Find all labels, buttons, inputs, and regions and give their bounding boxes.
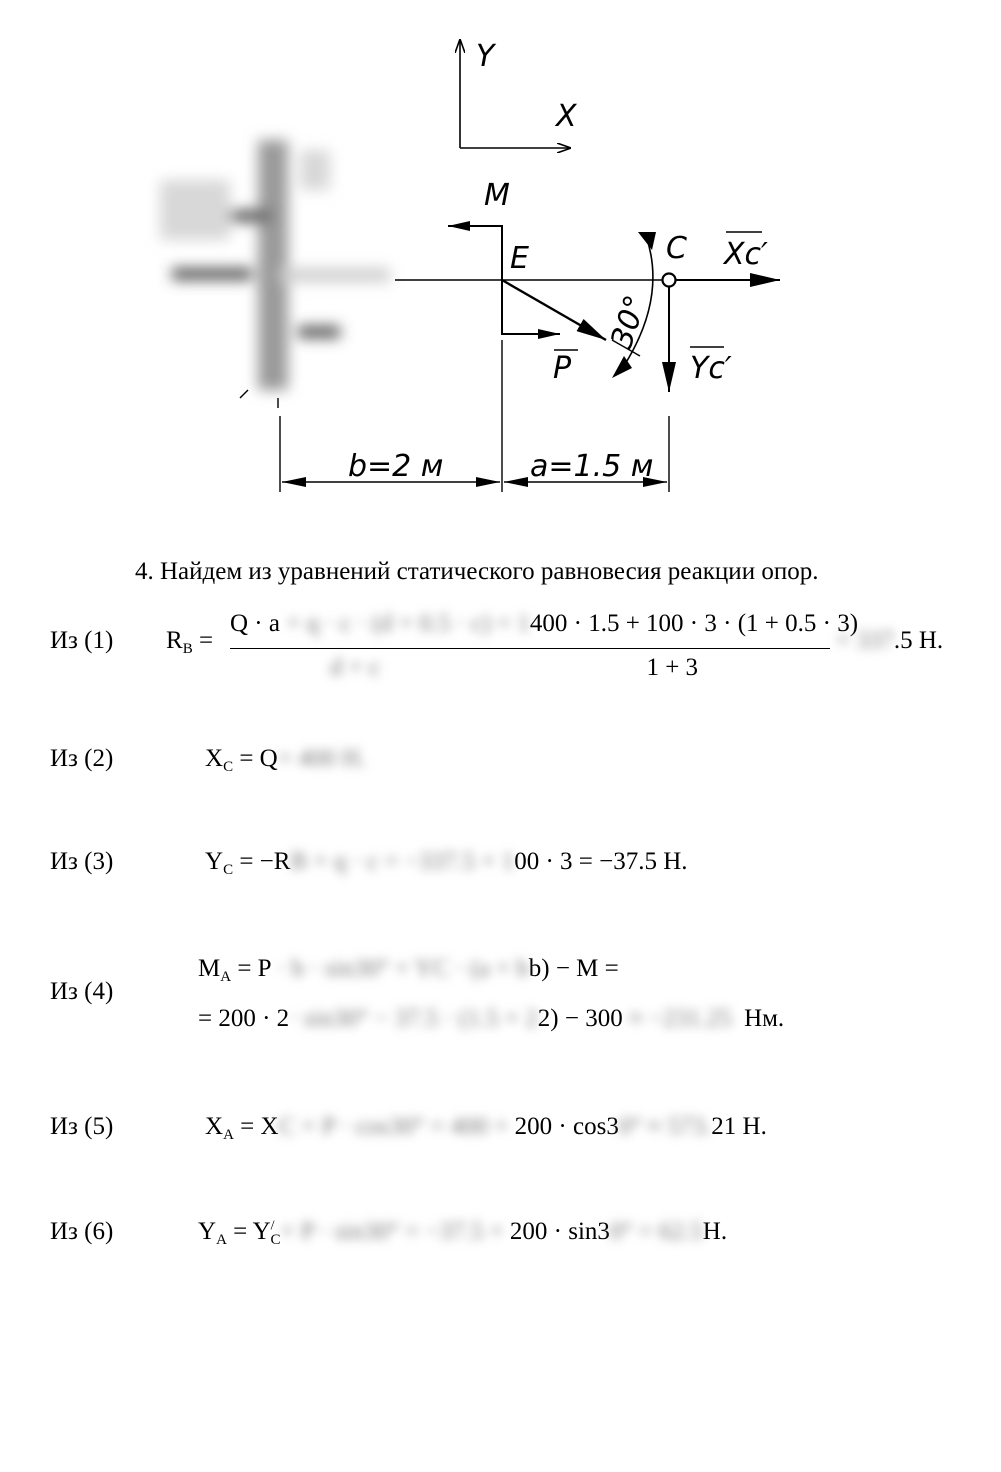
equation-5-label: Из (5) (50, 1113, 114, 1140)
equation-3-body: $Y_C = -RB + q \cdot c = -337.5 + 100 \cdot 3 = -37.5$ Н. (205, 848, 688, 878)
equation-1-result: = 337.5 Н. (836, 627, 944, 654)
support-c (663, 231, 781, 392)
reaction-yc-label: Yc′ (690, 351, 732, 386)
equation-2-body: $X_C = Q= 400$ Н. (205, 745, 367, 775)
equation-6-body: $Y_A = Y^/_C+ P \cdot \sin 30^\circ = -37.5 + 200 \cdot \sin 30^\circ = 62.5Н$. (198, 1218, 728, 1248)
point-c-label: C (666, 231, 687, 266)
moment-m-label: M (484, 178, 510, 213)
equation-4-label: Из (4) (50, 978, 114, 1005)
dimension-a-label: a=1.5 м (530, 449, 654, 484)
equation-5-body: $X_A$ = XC + P · cos30° = 400 + 200 · cos30° ≈ 573.21 Н. (205, 1113, 767, 1143)
force-diagram (0, 0, 1001, 520)
angle-label: 30° (604, 291, 655, 353)
equation-4-line-2: = 200 · 2· sin30° − 37.5 · (1.5 + 22) − 300 ≈ −231.25 Нм. (198, 1005, 785, 1032)
dimensions (280, 340, 669, 492)
coordinate-axes (460, 39, 578, 148)
equation-1-numerator: Q · a + q · c · (d + 0.5 · c) = 1400 · 1.5 + 100 · 3 · (1 + 0.5 · 3) (230, 610, 859, 637)
force-p (502, 241, 606, 386)
point-e-label: E (510, 241, 529, 276)
force-p-label: P (553, 351, 572, 386)
angle-30 (604, 232, 656, 378)
equation-1-label: Из (1) (50, 627, 114, 654)
equation-3-label: Из (3) (50, 848, 114, 875)
axis-x-label: X (556, 99, 577, 134)
equation-2-label: Из (2) (50, 745, 114, 772)
equation-6-label: Из (6) (50, 1218, 114, 1245)
section-heading: 4. Найдем из уравнений статического равновесия реакции опор. (135, 558, 819, 585)
dimension-b-label: b=2 м (348, 449, 444, 484)
axis-y-label: Y (476, 39, 495, 74)
equation-1-lhs: $R_B$ = (166, 627, 214, 657)
moment-m (448, 178, 510, 280)
blurred-left-structure (160, 140, 390, 390)
equation-1-fraction-bar (230, 648, 830, 649)
equation-4-line-1: $M_A = P \cdot b \cdot \sin 30^\circ$ + YC · (a + bb) − M = (198, 955, 619, 985)
equation-1-denominator: d + c 1 + 3 (330, 654, 699, 681)
reaction-xc-label: Xc′ (724, 237, 768, 272)
